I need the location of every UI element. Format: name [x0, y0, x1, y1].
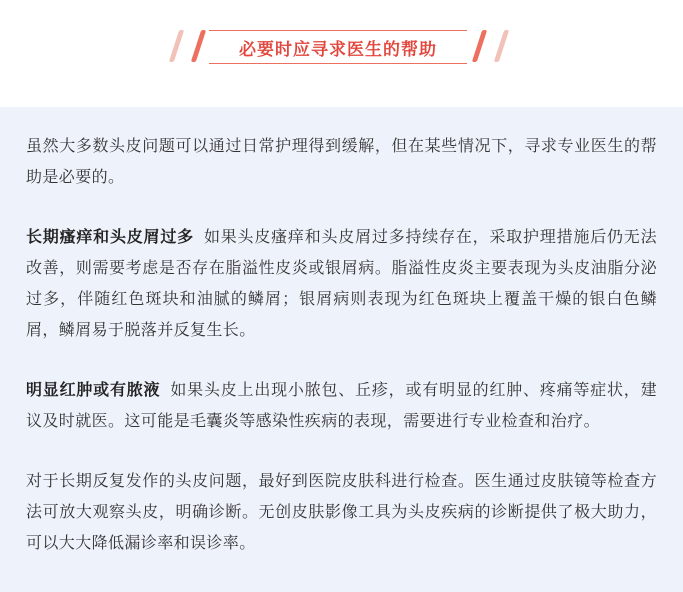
paragraph-text: 如果头皮上出现小脓包、丘疹，或有明显的红肿、疼痛等症状，建议及时就医。这可能是毛囊炎等感染性疾病的表现，需要进行专业检查和治疗。: [26, 380, 657, 430]
dermatology-paragraph: [26, 465, 657, 558]
redness-pus-paragraph: [26, 374, 657, 436]
paragraph-heading: 长期瘙痒和头皮屑过多: [26, 227, 194, 246]
decorative-slash-icon: [191, 30, 206, 62]
paragraph-text: 虽然大多数头皮问题可以通过日常护理得到缓解，但在某些情况下，寻求专业医生的帮助是必要的。: [26, 136, 657, 186]
decorative-slash-icon: [472, 30, 487, 62]
decorative-slash-icon: [494, 30, 509, 62]
section-header: [0, 0, 683, 105]
paragraph-heading: 明显红肿或有脓液: [26, 380, 161, 399]
paragraph-text: 如果头皮瘙痒和头皮屑过多持续存在，采取护理措施后仍无法改善，则需要考虑是否存在脂溢性皮炎或银屑病。脂溢性皮炎主要表现为头皮油脂分泌过多，伴随红色斑块和油腻的鳞屑；银屑病则表现为红色斑块上覆盖干燥的银白色鳞屑，鳞屑易于脱落并反复生长。: [26, 227, 657, 339]
paragraph-text: 对于长期反复发作的头皮问题，最好到医院皮肤科进行检查。医生通过皮肤镜等检查方法可放大观察头皮，明确诊断。无创皮肤影像工具为头皮疾病的诊断提供了极大助力，可以大大降低漏诊率和误诊率。: [26, 471, 657, 552]
content-panel: [0, 107, 683, 592]
section-title: 必要时应寻求医生的帮助: [239, 39, 437, 60]
itching-dandruff-paragraph: [26, 221, 657, 345]
title-frame: [209, 30, 467, 64]
intro-paragraph: [26, 130, 657, 192]
decorative-slash-icon: [169, 30, 184, 62]
